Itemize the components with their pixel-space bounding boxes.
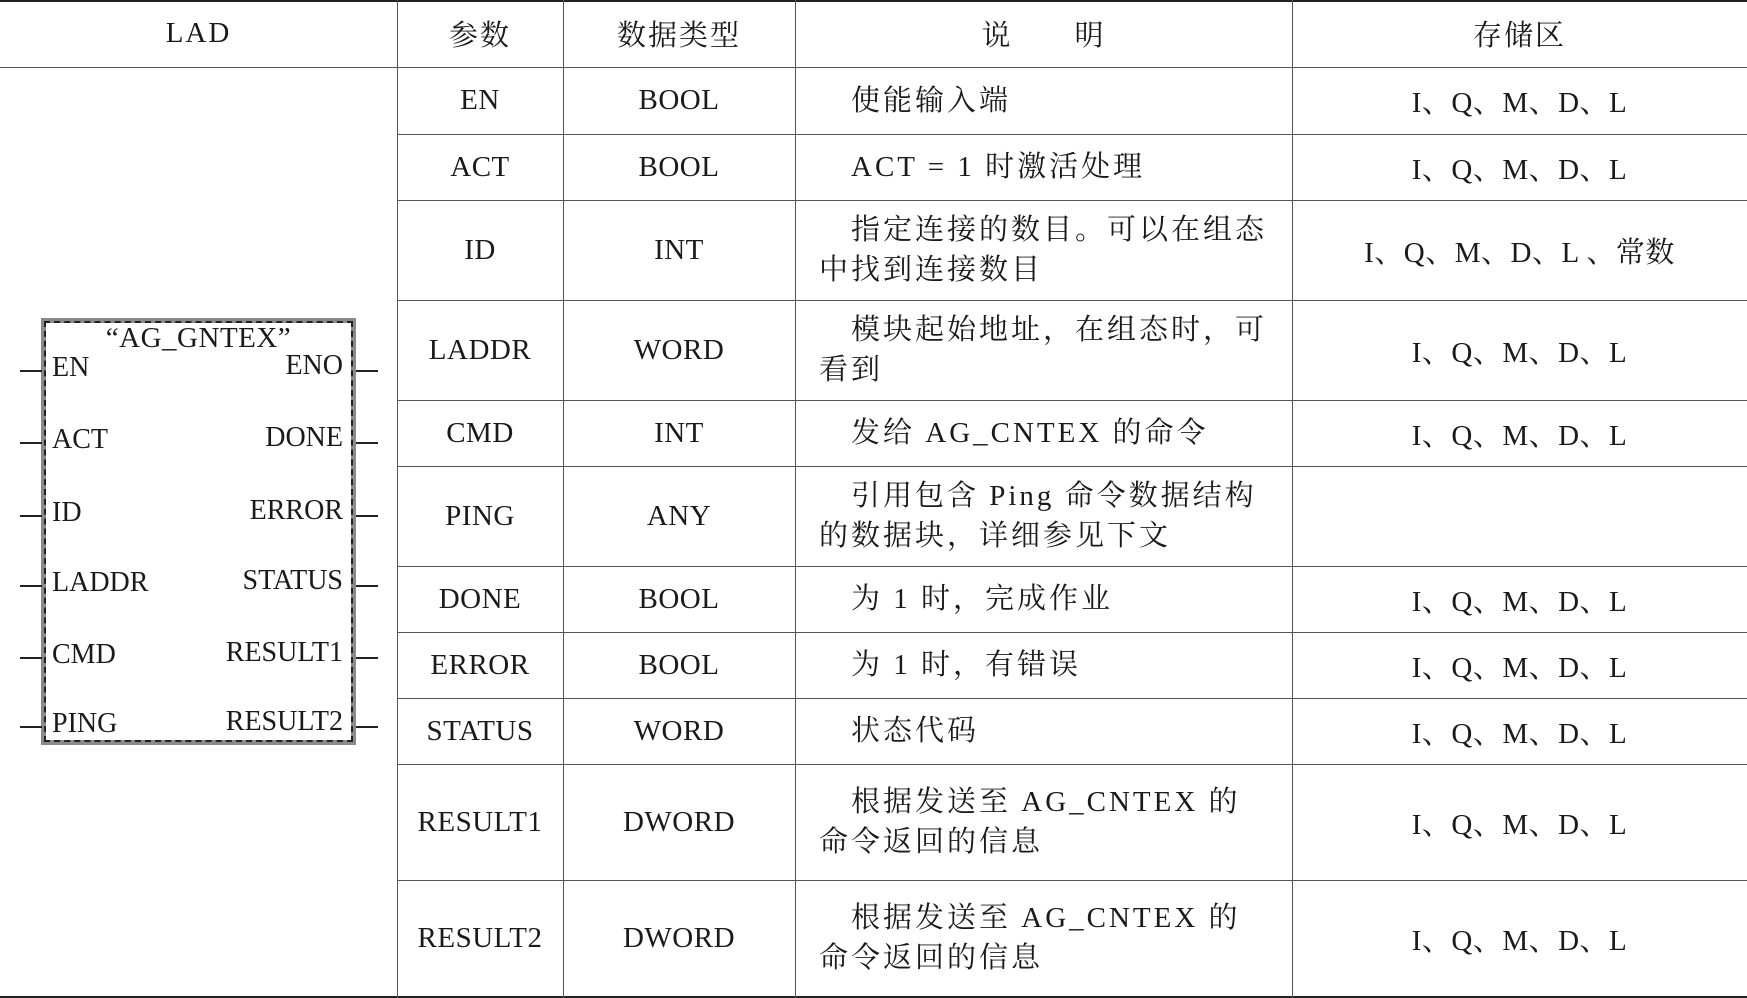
lad-output-pin: ERROR	[249, 495, 343, 526]
cell-dtype: BOOL	[638, 84, 720, 116]
desc-text: 指定连接的数目。可以在组态中找到连接数目	[819, 214, 1268, 286]
desc-text: 使能输入端	[851, 84, 1012, 117]
cell-param: ID	[464, 233, 496, 266]
cell-param: RESULT2	[417, 921, 543, 954]
desc-text: 发给 AG_CNTEX 的命令	[851, 417, 1209, 449]
desc-text: ACT = 1 时激活处理	[851, 151, 1146, 183]
lad-input-pin: CMD	[52, 639, 116, 670]
header-desc: 说 明	[981, 20, 1106, 52]
cell-storage: I、Q、M、D、L	[1411, 153, 1628, 186]
lad-input-pin: PING	[52, 708, 118, 739]
lad-input-wire	[20, 515, 42, 517]
cell-desc	[795, 200, 1292, 300]
lad-output-wire	[356, 726, 378, 728]
lad-output-pin: STATUS	[242, 565, 343, 596]
lad-output-pin: RESULT1	[225, 637, 343, 668]
lad-input-wire	[20, 657, 42, 659]
cell-storage: I、Q、M、D、L	[1411, 87, 1628, 119]
cell-desc	[795, 300, 1292, 400]
lad-input-pin: ACT	[52, 424, 108, 455]
cell-dtype: WORD	[633, 333, 725, 366]
lad-output-pin: DONE	[265, 422, 343, 453]
cell-desc	[795, 134, 1292, 200]
lad-input-pin: ID	[52, 497, 82, 528]
cell-desc	[795, 698, 1292, 764]
cell-dtype: ANY	[646, 499, 712, 532]
cell-param: DONE	[438, 582, 522, 615]
lad-input-wire	[20, 370, 42, 372]
desc-text: 根据发送至 AG_CNTEX 的命令返回的信息	[819, 786, 1241, 858]
desc-text: 状态代码	[851, 715, 980, 747]
cell-param: CMD	[446, 416, 514, 449]
desc-text: 引用包含 Ping 命令数据结构的数据块，详细参见下文	[819, 480, 1257, 552]
desc-text: 为 1 时，有错误	[851, 649, 1082, 681]
cell-storage: I、Q、M、D、L	[1411, 419, 1628, 452]
cell-dtype: INT	[654, 416, 704, 449]
lad-input-pin: EN	[52, 352, 90, 383]
cell-desc	[795, 880, 1292, 996]
cell-dtype: DWORD	[622, 921, 736, 954]
cell-desc	[795, 466, 1292, 566]
cell-dtype: DWORD	[622, 805, 736, 838]
cell-storage: I、Q、M、D、L	[1411, 717, 1628, 750]
cell-param: PING	[445, 499, 515, 532]
cell-storage	[1292, 466, 1747, 566]
cell-storage: I、Q、M、D、L	[1411, 336, 1628, 369]
cell-storage: I、Q、M、D、L 、常数	[1364, 236, 1675, 269]
lad-input-wire	[20, 726, 42, 728]
cell-desc	[795, 566, 1292, 632]
cell-desc	[795, 67, 1292, 134]
header-param: 参数	[448, 20, 511, 52]
desc-text: 模块起始地址，在组态时，可看到	[819, 314, 1268, 386]
cell-param: ERROR	[430, 648, 530, 681]
cell-dtype: BOOL	[638, 648, 720, 681]
lad-output-pin: RESULT2	[225, 706, 343, 737]
lad-output-wire	[356, 515, 378, 517]
header-lad: LAD	[165, 17, 232, 49]
header-dtype: 数据类型	[616, 20, 741, 52]
cell-storage: I、Q、M、D、L	[1411, 585, 1628, 618]
lad-output-wire	[356, 585, 378, 587]
cell-dtype: INT	[654, 233, 704, 266]
cell-storage: I、Q、M、D、L	[1411, 808, 1628, 841]
lad-input-pin: LADDR	[52, 567, 149, 598]
lad-block-inner	[44, 321, 353, 742]
lad-output-pin: ENO	[285, 350, 343, 381]
lad-output-wire	[356, 442, 378, 444]
lad-input-wire	[20, 442, 42, 444]
desc-text: 根据发送至 AG_CNTEX 的命令返回的信息	[819, 902, 1241, 974]
lad-block-title: “AG_GNTEX”	[105, 322, 292, 354]
cell-dtype: BOOL	[638, 582, 720, 615]
cell-storage: I、Q、M、D、L	[1411, 651, 1628, 684]
cell-dtype: WORD	[633, 714, 725, 747]
cell-storage: I、Q、M、D、L	[1411, 924, 1628, 957]
header-storage: 存储区	[1472, 20, 1566, 52]
cell-dtype: BOOL	[638, 150, 720, 183]
lad-output-wire	[356, 657, 378, 659]
cell-param: EN	[460, 84, 500, 116]
lad-input-wire	[20, 585, 42, 587]
cell-param: STATUS	[426, 714, 534, 747]
cell-param: LADDR	[428, 333, 532, 366]
cell-param: RESULT1	[417, 805, 543, 838]
cell-desc	[795, 764, 1292, 880]
desc-text: 为 1 时，完成作业	[851, 583, 1114, 615]
cell-param: ACT	[450, 150, 510, 183]
cell-desc	[795, 400, 1292, 466]
cell-desc	[795, 632, 1292, 698]
lad-output-wire	[356, 370, 378, 372]
